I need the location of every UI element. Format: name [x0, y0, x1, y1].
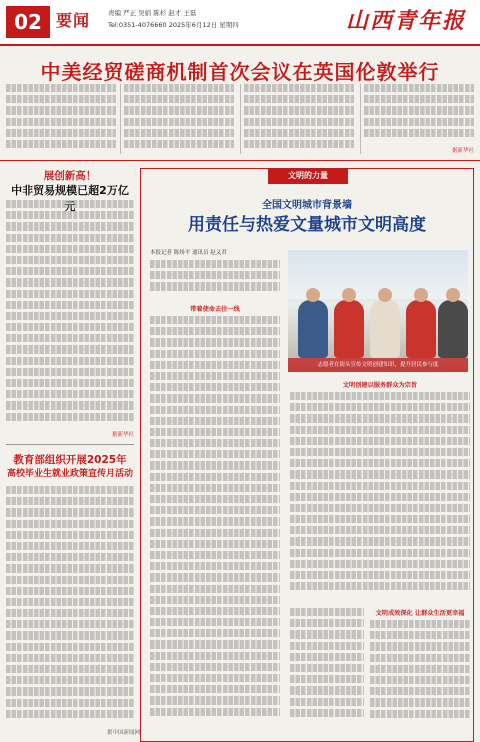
feature-subhead-3: 文明成效深化 让群众生活更幸福	[375, 610, 465, 617]
feature-col-1-body	[150, 316, 280, 734]
main-story-col-4	[364, 84, 474, 142]
feature-col-1-top	[150, 260, 280, 300]
feature-subhead-1: 带着使命去往一线	[190, 306, 240, 313]
feature-reporters: 本报记者 陈炀平 通讯员 赵又君	[150, 250, 227, 256]
column-tab: 文明的力量	[268, 168, 348, 184]
photo-caption: 志愿者在街头宣传文明创建知识，提升居民参与度	[288, 358, 468, 372]
main-story-col-2	[124, 84, 234, 154]
main-story-col-3	[244, 84, 354, 154]
main-story-byline: 据新华社	[451, 148, 474, 154]
feature-kicker: 全国文明城市背景墙	[262, 200, 352, 211]
section-divider	[0, 160, 480, 161]
feature-subhead-2: 文明创建以服务群众为宗旨	[342, 382, 418, 389]
feature-photo	[288, 250, 468, 372]
left-story-2-body	[6, 486, 134, 724]
left-divider	[6, 444, 134, 445]
feature-col-2b-body	[290, 608, 364, 734]
masthead	[0, 0, 480, 46]
column-rule	[240, 84, 241, 154]
newspaper-logo: 山西青年报	[345, 8, 466, 34]
feature-col-2-body	[290, 392, 470, 602]
left-story-1-title-line1: 展创新高！	[43, 170, 97, 182]
column-rule	[120, 84, 121, 154]
contact-line: Tel:0351-4076660 2025年6月12日 星期四	[108, 21, 239, 29]
feature-col-3-body	[370, 620, 470, 734]
main-story-col-1	[6, 84, 116, 154]
page-number: 02	[6, 6, 50, 38]
main-headline: 中美经贸磋商机制首次会议在英国伦敦举行	[40, 60, 440, 84]
section-name: 要闻	[56, 11, 91, 30]
column-rule	[360, 84, 361, 154]
editors-line: 责编 严正 吴娟 陈杉 赵才 王磊	[108, 9, 197, 17]
feature-title: 用责任与热爱文量城市文明高度	[188, 215, 426, 235]
left-story-1-title-line2: 中非贸易规模已超2万亿元	[11, 184, 129, 213]
left-story-2-title-line2: 高校毕业生就业政策宣传月活动	[6, 469, 133, 479]
left-story-2-byline: 据中国新闻网	[106, 730, 140, 736]
left-story-1-body	[6, 200, 134, 428]
left-story-2-title-line1: 教育部组织开展2025年	[13, 454, 127, 466]
left-story-1-byline: 据新华社	[111, 432, 134, 438]
